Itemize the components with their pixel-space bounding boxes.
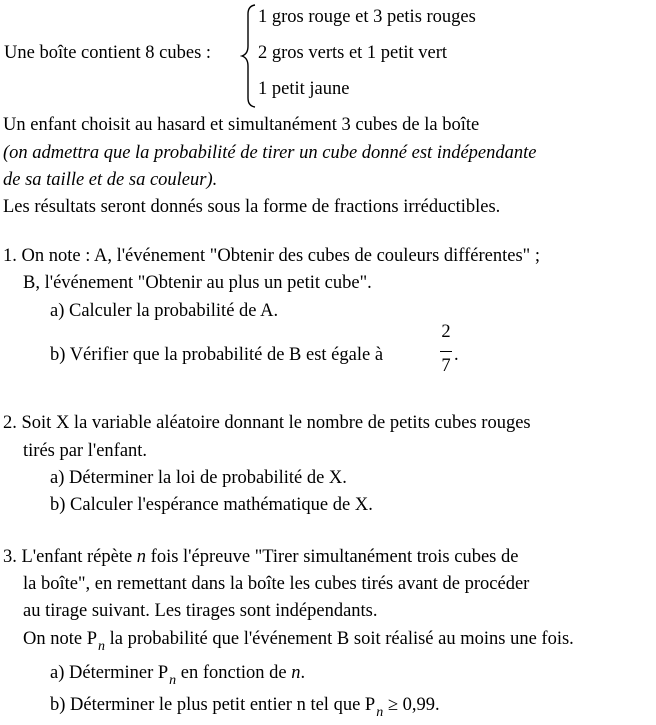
q3-text: la probabilité que l'événement B soit réalisé au moins une fois. xyxy=(105,629,574,649)
q3-text: On note P xyxy=(23,629,97,649)
case-item: 1 petit jaune xyxy=(258,79,350,99)
q3-text: 3. L'enfant répète xyxy=(3,547,137,567)
q2-line: 2. Soit X la variable aléatoire donnant le nombre de petits cubes rouges xyxy=(3,413,531,433)
left-brace-icon xyxy=(240,4,258,108)
q3-var-n: n xyxy=(291,663,301,683)
q3-line: la boîte", en remettant dans la boîte les cubes tirés avant de procéder xyxy=(23,574,530,594)
q3-var-n: n xyxy=(136,547,147,567)
q1-part-b-text: b) Vérifier que la probabilité de B est égale à xyxy=(50,345,384,365)
statement-note: de sa taille et de sa couleur). xyxy=(3,170,218,190)
q1-line: 1. On note : A, l'événement "Obtenir des cubes de couleurs différentes" ; xyxy=(3,246,540,266)
statement-line: Les résultats seront donnés sous la forme de fractions irréductibles. xyxy=(3,197,501,217)
q3-line xyxy=(23,628,574,652)
fraction-numerator: 2 xyxy=(441,322,451,342)
intro-lead: Une boîte contient 8 cubes : xyxy=(4,43,212,63)
q3-part-b xyxy=(50,694,440,718)
q2-line: tirés par l'enfant. xyxy=(23,441,148,461)
statement-line: Un enfant choisit au hasard et simultanément 3 cubes de la boîte xyxy=(3,115,480,135)
q3-text: a) Déterminer P xyxy=(50,663,169,683)
q3-text: en fonction de xyxy=(176,663,292,683)
fraction-denominator: 7 xyxy=(441,356,451,376)
q3-line: au tirage suivant. Les tirages sont indépendants. xyxy=(23,601,378,621)
q3-text: fois l'épreuve "Tirer simultanément trois cubes de xyxy=(146,547,519,567)
q1-part-b xyxy=(50,344,383,366)
q1-line: B, l'événement "Obtenir au plus un petit cube". xyxy=(23,273,372,293)
q3-line xyxy=(3,546,518,568)
subscript-n: n xyxy=(169,673,177,688)
q3-text: ≥ 0,99. xyxy=(383,695,440,715)
case-item: 1 gros rouge et 3 petis rouges xyxy=(258,7,476,27)
q1-part-a: a) Calculer la probabilité de A. xyxy=(50,301,279,321)
case-item: 2 gros verts et 1 petit vert xyxy=(258,43,448,63)
q1-part-b-period: . xyxy=(454,345,459,365)
subscript-n: n xyxy=(98,639,105,654)
subscript-n: n xyxy=(376,705,384,720)
statement-note: (on admettra que la probabilité de tirer un cube donné est indépendante xyxy=(3,143,537,163)
q3-text: . xyxy=(300,663,306,683)
q3-text: b) Déterminer le plus petit entier n tel que P xyxy=(50,695,376,715)
fraction-two-sevenths xyxy=(439,322,453,382)
q2-part-a: a) Déterminer la loi de probabilité de X. xyxy=(50,468,347,488)
q2-part-b: b) Calculer l'espérance mathématique de X. xyxy=(50,495,373,515)
q3-part-a xyxy=(50,662,305,686)
fraction-bar xyxy=(440,351,452,352)
